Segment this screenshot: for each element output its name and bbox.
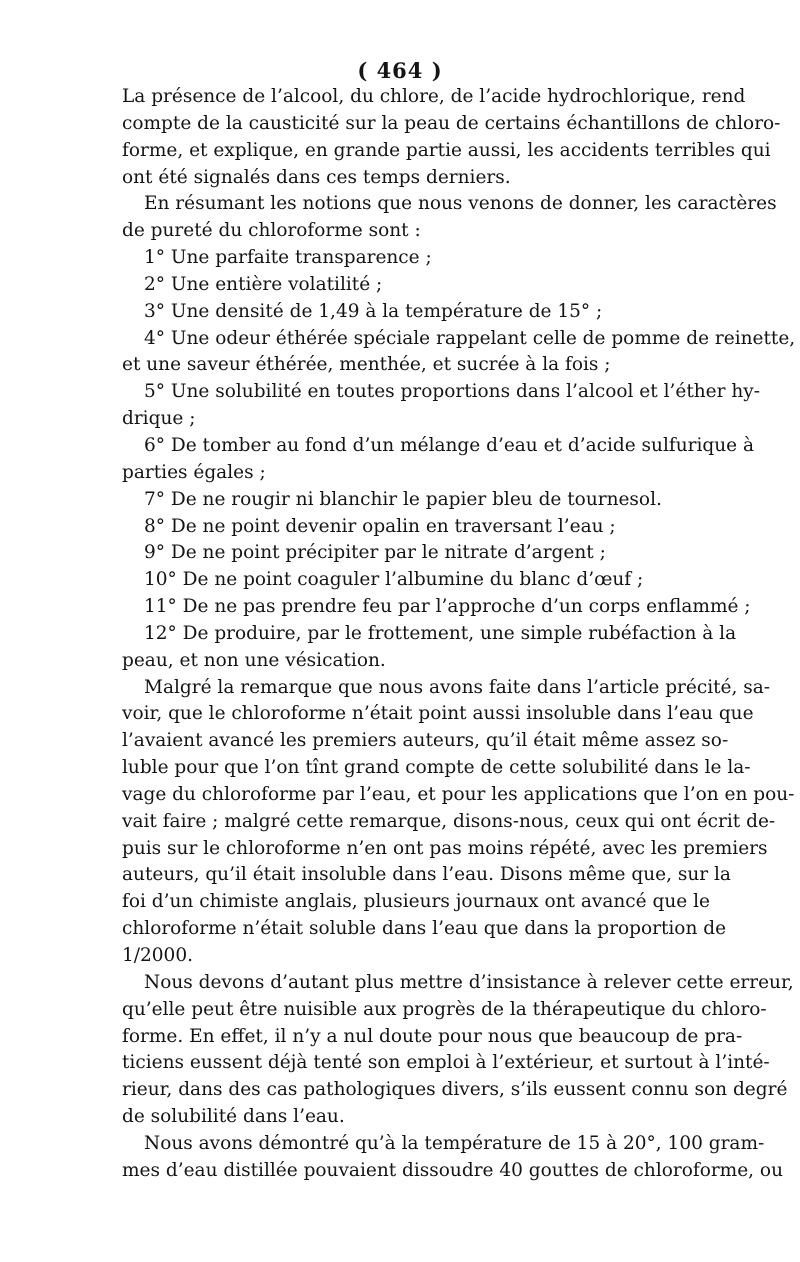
text-line: puis sur le chloroforme n’en ont pas moins répété, avec les premiers bbox=[122, 837, 768, 859]
text-line: ont été signalés dans ces temps derniers. bbox=[122, 166, 511, 188]
text-line: auteurs, qu’il était insoluble dans l’eau. Disons même que, sur la bbox=[122, 864, 731, 886]
list-item: 7° De ne rougir ni blanchir le papier bleu de tournesol. bbox=[144, 488, 662, 510]
list-item: 4° Une odeur éthérée spéciale rappelant celle de pomme de reinette, bbox=[144, 327, 796, 349]
text-line: luble pour que l’on tînt grand compte de cette solubilité dans le la- bbox=[122, 757, 751, 779]
text-line: mes d’eau distillée pouvaient dissoudre 40 gouttes de chloroforme, ou bbox=[122, 1159, 783, 1181]
list-item: 6° De tomber au fond d’un mélange d’eau et d’acide sulfurique à bbox=[144, 434, 755, 456]
text-line: de solubilité dans l’eau. bbox=[122, 1106, 345, 1128]
text-line: et une saveur éthérée, menthée, et sucrée à la fois ; bbox=[122, 354, 611, 376]
text-line: rieur, dans des cas pathologiques divers, s’ils eussent connu son degré bbox=[122, 1079, 788, 1101]
text-line: En résumant les notions que nous venons de donner, les caractères bbox=[144, 193, 777, 215]
text-line: forme. En effet, il n’y a nul doute pour nous que beaucoup de pra- bbox=[122, 1025, 743, 1047]
text-line: vage du chloroforme par l’eau, et pour les applications que l’on en pou- bbox=[122, 783, 795, 805]
text-line: de pureté du chloroforme sont : bbox=[122, 220, 421, 242]
text-line: drique ; bbox=[122, 408, 196, 430]
list-item: 8° De ne point devenir opalin en traversant l’eau ; bbox=[144, 515, 616, 537]
body-text bbox=[122, 84, 796, 1185]
list-item: 10° De ne point coaguler l’albumine du blanc d’œuf ; bbox=[144, 569, 644, 591]
text-line: parties égales ; bbox=[122, 461, 266, 483]
text-line: Nous devons d’autant plus mettre d’insistance à relever cette erreur, bbox=[144, 971, 794, 993]
list-item: 5° Une solubilité en toutes proportions dans l’alcool et l’éther hy- bbox=[144, 381, 760, 403]
text-line: 1/2000. bbox=[122, 945, 193, 966]
text-line: Nous avons démontré qu’à la température de 15 à 20°, 100 gram- bbox=[144, 1132, 765, 1154]
list-item: 11° De ne pas prendre feu par l’approche d’un corps enflammé ; bbox=[144, 596, 751, 618]
text-line: Malgré la remarque que nous avons faite dans l’article précité, sa- bbox=[144, 676, 771, 698]
list-item: 9° De ne point précipiter par le nitrate d’argent ; bbox=[144, 542, 606, 564]
text-line: foi d’un chimiste anglais, plusieurs journaux ont avancé que le bbox=[122, 891, 710, 913]
text-line: qu’elle peut être nuisible aux progrès de la thérapeutique du chloro- bbox=[122, 998, 767, 1020]
list-item: 1° Une parfaite transparence ; bbox=[144, 247, 432, 269]
text-line: voir, que le chloroforme n’était point aussi insoluble dans l’eau que bbox=[122, 703, 754, 725]
text-line: forme, et explique, en grande partie aussi, les accidents terribles qui bbox=[122, 139, 771, 161]
list-item: 3° Une densité de 1,49 à la température de 15° ; bbox=[144, 300, 603, 322]
text-line: La présence de l’alcool, du chlore, de l’acide hydrochlorique, rend bbox=[122, 86, 746, 107]
list-item: 12° De produire, par le frottement, une simple rubéfaction à la bbox=[144, 622, 737, 644]
list-item: 2° Une entière volatilité ; bbox=[144, 273, 383, 295]
text-line: l’avaient avancé les premiers auteurs, qu’il était même assez so- bbox=[122, 730, 729, 752]
text-line: vait faire ; malgré cette remarque, disons-nous, ceux qui ont écrit de- bbox=[122, 810, 776, 832]
text-line: chloroforme n’était soluble dans l’eau que dans la proportion de bbox=[122, 918, 727, 940]
text-line: peau, et non une vésication. bbox=[122, 649, 386, 671]
text-line: compte de la causticité sur la peau de certains échantillons de chloro- bbox=[122, 112, 781, 134]
text-line: ticiens eussent déjà tenté son emploi à l’extérieur, et surtout à l’inté- bbox=[122, 1052, 770, 1074]
page-number: ( 464 ) bbox=[357, 58, 443, 83]
